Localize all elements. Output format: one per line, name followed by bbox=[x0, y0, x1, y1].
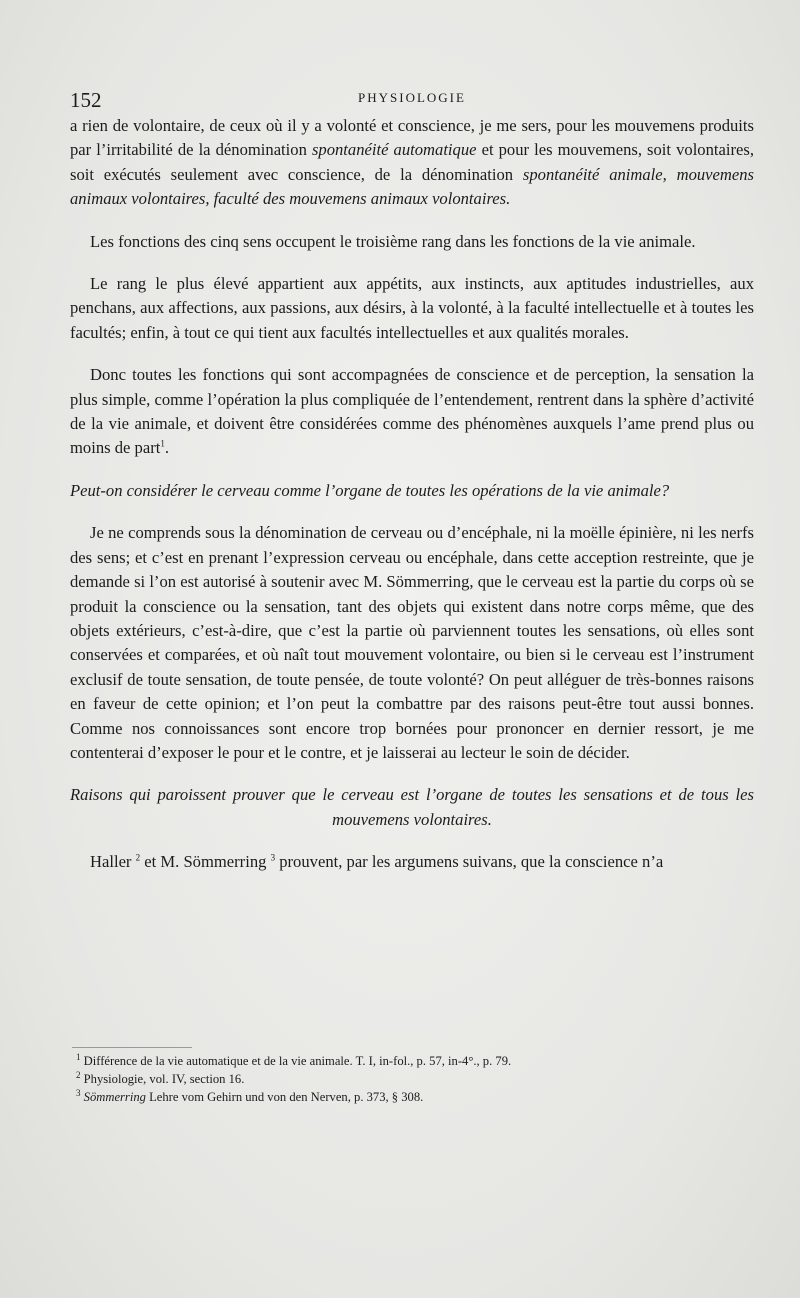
page-header bbox=[70, 88, 754, 112]
paragraph: Le rang le plus élevé appartient aux appétits, aux instincts, aux aptitudes industrielles, aux penchans, aux affections, aux passions, aux désirs, à la volonté, à la faculté intellectuelle et à toutes les facultés; enfin, à tout ce qui tient aux facultés intellectuelles et aux qualités morales. bbox=[70, 274, 754, 342]
main-text bbox=[70, 114, 754, 875]
footnote-ref: 2 bbox=[135, 852, 141, 863]
page-number: 152 bbox=[70, 88, 102, 112]
paragraph-continued: a rien de volontaire, de ceux où il y a volonté et conscience, je me sers, pour les mouvemens produits par l’irritabilité de la dénomination spontanéité automatique et pour les mouvemens, soit volontaires, soit exécutés seulement avec conscience, de la dénomination spontanéité animale, mouvemens animaux volontaires, faculté des mouvemens animaux volontaires. bbox=[70, 116, 755, 209]
paragraph: Je ne comprends sous la dénomination de cerveau ou d’encéphale, ni la moëlle épinière, ni les nerfs des sens; et c’est en prenant l’expression cerveau ou encéphale, dans cette acception restreinte, que je demande si l’on est autorisé à soutenir avec M. Sömmerring, que le cerveau est la partie du corps où se produit la conscience ou la sensation, tant des objets qui existent dans notre corps même, que des objets extérieurs, c’est-à-dire, que c’est la partie où parviennent toutes les sensations, où elles sont conservées et comparées, et où naît tout mouvement volontaire, ou bien si le cerveau est l’instrument exclusif de toute sensation, de toute pensée, de toute volonté? On peut alléguer de très-bonnes raisons en faveur de cette opinion; et l’on peut la combattre par des raisons peut-être tout aussi bonnes. Comme nos connoissances sont encore trop bornées pour prononcer en dernier ressort, je me contenterai d’exposer le pour et le contre, et je laisserai au lecteur le soin de décider. bbox=[70, 523, 754, 762]
footnotes bbox=[76, 1052, 736, 1106]
footnote: $^1$ Différence de la vie automatique et de la vie animale. T. I, in-fol., p. 57, in-4°., p. 79. bbox=[76, 1051, 512, 1068]
footnote-ref: 1 bbox=[160, 438, 165, 449]
footnote: $^2$ Physiologie, vol. IV, section 16. bbox=[76, 1069, 245, 1086]
footnote: $^3$ Sömmerring Lehre vom Gehirn und von den Nerven, p. 373, § 308. bbox=[76, 1087, 424, 1104]
section-heading: Raisons qui paroissent prouver que le cerveau est l’organe de toutes les sensations et de tous les mouvemens volontaires. bbox=[70, 785, 754, 829]
paragraph: Donc toutes les fonctions qui sont accompagnées de conscience et de perception, la sensation la plus simple, comme l’opération la plus compliquée de l’entendement, rentrent dans la sphère d’activité de la vie animale, et doivent être considérées comme des phénomènes auxquels l’ame prend plus ou moins de part$^1$. bbox=[70, 365, 754, 458]
footnote-rule bbox=[72, 1047, 192, 1048]
section-heading: Peut-on considérer le cerveau comme l’organe de toutes les opérations de la vie animale? bbox=[70, 480, 670, 500]
footnote-ref: 3 bbox=[270, 852, 276, 863]
running-head: PHYSIOLOGIE bbox=[358, 90, 466, 105]
italic-term: spontanéité animale, mouvemens animaux volontaires, faculté des mouvemens animaux volontaires. bbox=[70, 164, 755, 209]
italic-term: spontanéité automatique bbox=[311, 140, 477, 160]
paragraph: Les fonctions des cinq sens occupent le troisième rang dans les fonctions de la vie animale. bbox=[90, 231, 696, 251]
paragraph: Haller $^2$ et M. Sömmerring $^3$ prouvent, par les argumens suivans, que la conscience n’a bbox=[90, 852, 664, 872]
